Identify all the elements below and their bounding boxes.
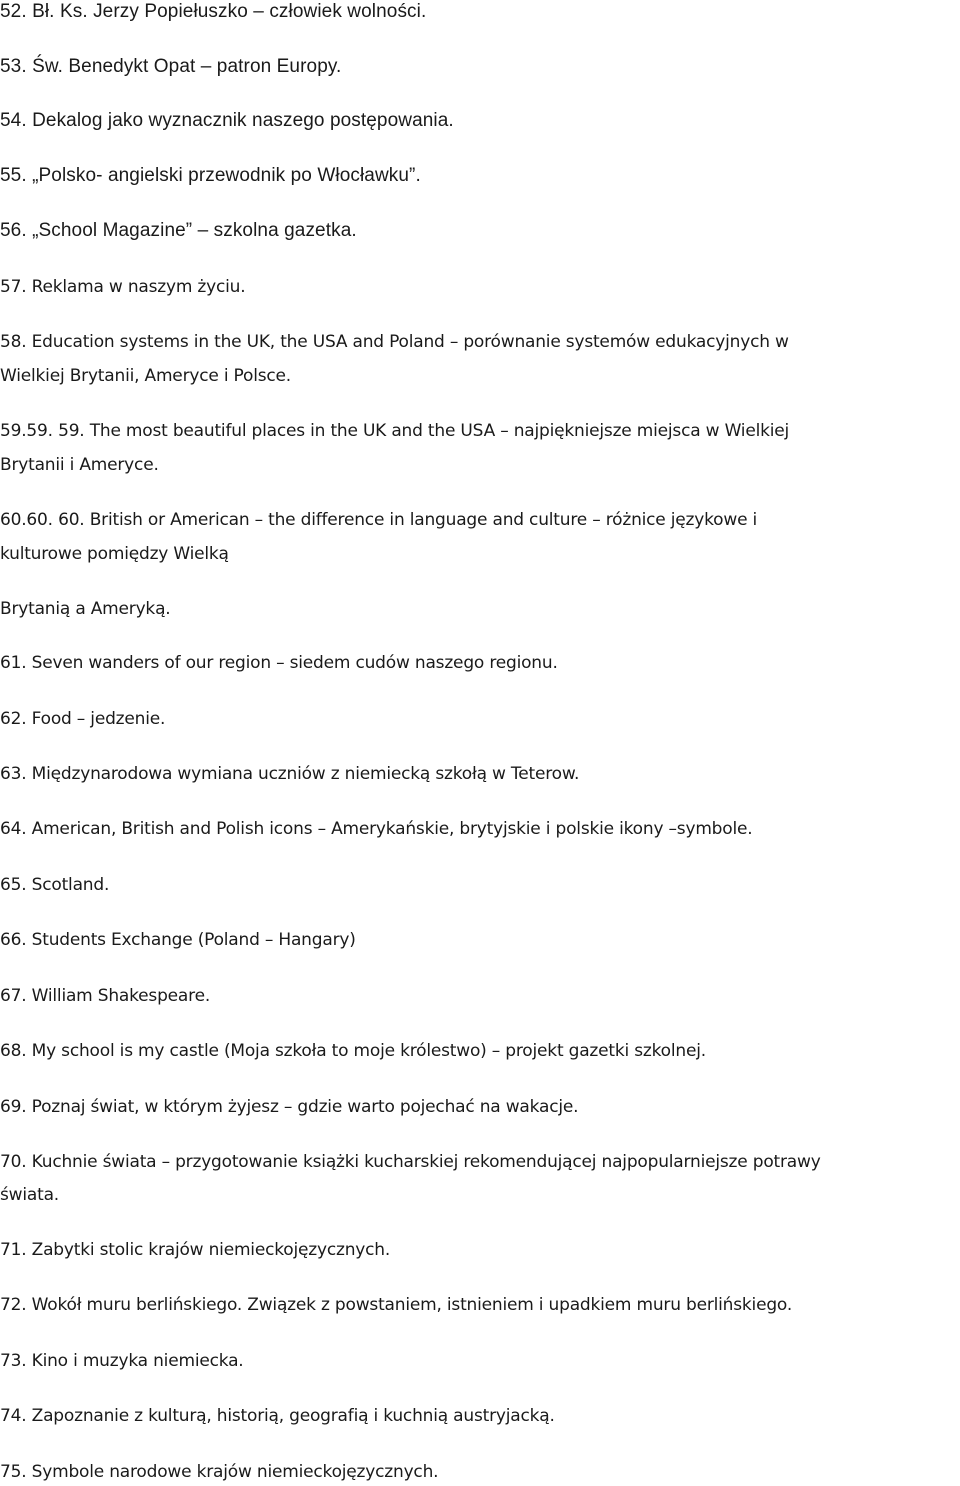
list-item-continuation: Brytanii i Ameryce. [0,455,159,475]
list-item: 55. „Polsko- angielski przewodnik po Włocławku”. [0,165,421,186]
list-item: 61. Seven wanders of our region – siedem cudów naszego regionu. [0,653,558,673]
list-item: 60.60. 60. British or American – the difference in language and culture – różnice językowe i [0,510,758,530]
list-item: 63. Międzynarodowa wymiana uczniów z niemiecką szkołą w Teterow. [0,764,580,784]
list-item: 70. Kuchnie świata – przygotowanie książki kucharskiej rekomendującej najpopularniejsze potrawy [0,1152,821,1172]
list-item: 52. Bł. Ks. Jerzy Popiełuszko – człowiek wolności. [0,1,427,22]
list-item: 73. Kino i muzyka niemiecka. [0,1351,244,1371]
list-item: 56. „School Magazine” – szkolna gazetka. [0,220,357,241]
list-item-continuation: świata. [0,1185,59,1205]
list-item: 64. American, British and Polish icons – Amerykańskie, brytyjskie i polskie ikony –symbole. [0,819,753,839]
list-item: 74. Zapoznanie z kulturą, historią, geografią i kuchnią austryjacką. [0,1406,555,1426]
list-item: 75. Symbole narodowe krajów niemieckojęzycznych. [0,1462,439,1482]
list-item: 59.59. 59. The most beautiful places in the UK and the USA – najpiękniejsze miejsca w Wielkiej [0,421,790,441]
list-item: 53. Św. Benedykt Opat – patron Europy. [0,56,342,77]
list-item: 58. Education systems in the UK, the USA and Poland – porównanie systemów edukacyjnych w [0,332,789,352]
list-item: 66. Students Exchange (Poland – Hangary) [0,930,356,950]
list-item: 68. My school is my castle (Moja szkoła to moje królestwo) – projekt gazetki szkolnej. [0,1041,706,1061]
list-item: 69. Poznaj świat, w którym żyjesz – gdzie warto pojechać na wakacje. [0,1097,579,1117]
list-item: 67. William Shakespeare. [0,986,211,1006]
list-item: 57. Reklama w naszym życiu. [0,277,246,297]
list-item-continuation: kulturowe pomiędzy Wielką [0,544,229,564]
list-item-continuation: Brytanią a Ameryką. [0,599,171,619]
list-item: 72. Wokół muru berlińskiego. Związek z powstaniem, istnieniem i upadkiem muru berlińskiego. [0,1295,793,1315]
list-item: 71. Zabytki stolic krajów niemieckojęzycznych. [0,1240,391,1260]
list-item-continuation: Wielkiej Brytanii, Ameryce i Polsce. [0,366,291,386]
list-item: 54. Dekalog jako wyznacznik naszego postępowania. [0,110,454,131]
list-item: 65. Scotland. [0,875,110,895]
list-item: 62. Food – jedzenie. [0,709,166,729]
